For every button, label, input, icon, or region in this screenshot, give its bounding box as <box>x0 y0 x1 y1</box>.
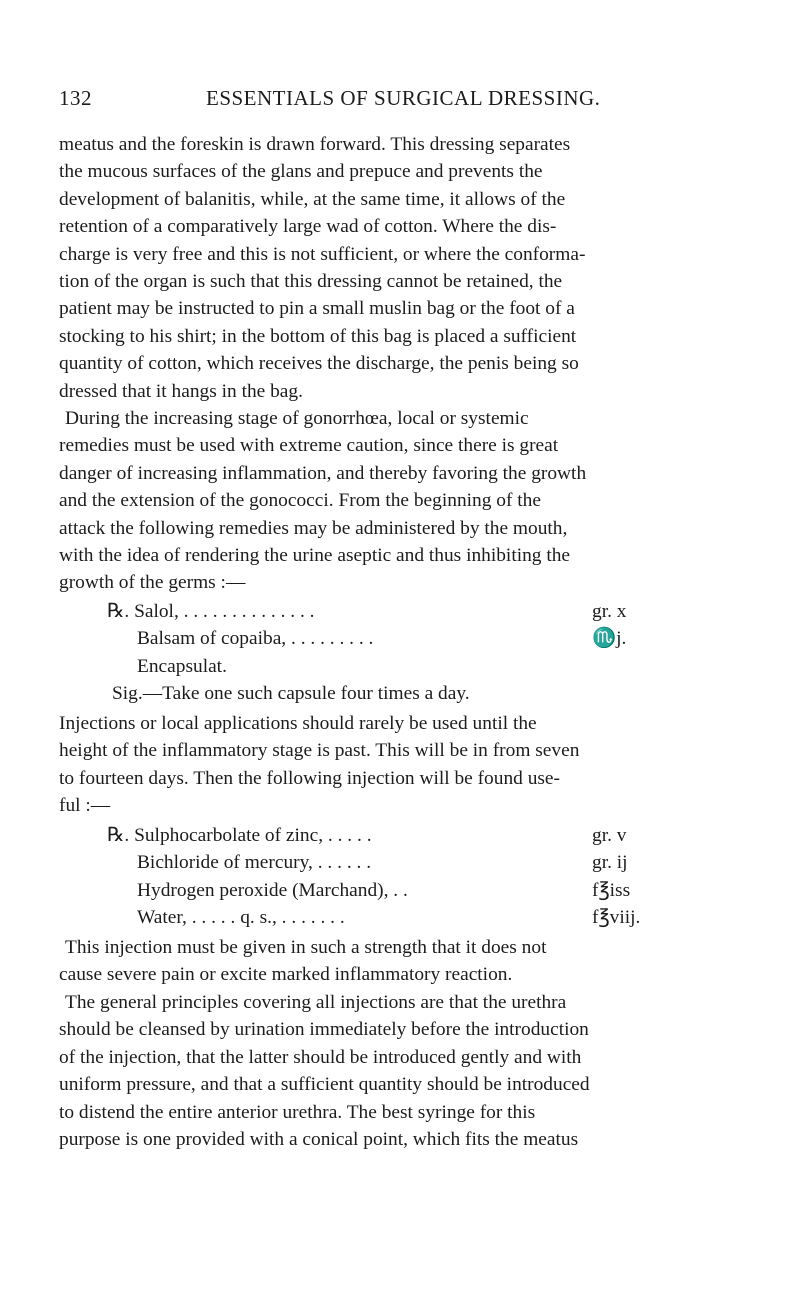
text-line: purpose is one provided with a conical point, which fits the meatus <box>59 1128 579 1150</box>
rx-dose: gr. x <box>592 601 627 622</box>
rx-signature: Sig.—Take one such capsule four times a day. <box>112 683 470 705</box>
text-line: This injection must be given in such a strength that it does not <box>65 937 547 958</box>
rx-row <box>107 904 727 931</box>
paragraph-dressing <box>59 131 740 405</box>
text-line: charge is very free and this is not sufficient, or where the conforma- <box>59 243 586 265</box>
text-line: uniform pressure, and that a sufficient quantity should be introduced <box>59 1074 590 1096</box>
rx-dose: gr. ij <box>592 852 628 874</box>
rx-row <box>107 877 727 904</box>
rx-row <box>107 625 727 652</box>
text-line: patient may be instructed to pin a small muslin bag or the foot of a <box>59 298 575 320</box>
rx-dose: f℥iss <box>592 879 631 901</box>
text-line: the mucous surfaces of the glans and prepuce and prevents the <box>59 161 543 183</box>
text-line: danger of increasing inflammation, and thereby favoring the growth <box>59 462 587 484</box>
text-line: During the increasing stage of gonorrhœa, local or systemic <box>65 408 529 429</box>
paragraph-general-principles <box>59 989 740 1153</box>
rx-ingredient: ℞. Sulphocarbolate of zinc, . . . . . <box>107 825 372 846</box>
paragraph-increasing-stage <box>59 405 740 597</box>
rx-row <box>107 653 727 680</box>
text-line: The general principles covering all injections are that the urethra <box>65 992 567 1013</box>
text-line: remedies must be used with extreme caution, since there is great <box>59 435 559 457</box>
rx-dose: f℥viij. <box>592 907 641 929</box>
text-line: retention of a comparatively large wad of cotton. Where the dis- <box>59 216 557 238</box>
text-line: tion of the organ is such that this dressing cannot be retained, the <box>59 270 563 292</box>
text-line: height of the inflammatory stage is past. This will be in from seven <box>59 740 580 762</box>
text-line: dressed that it hangs in the bag. <box>59 380 303 402</box>
page-header <box>59 86 740 114</box>
rx-ingredient: Balsam of copaiba, . . . . . . . . . <box>137 628 374 650</box>
text-line: quantity of cotton, which receives the discharge, the penis being so <box>59 353 579 375</box>
text-line: cause severe pain or excite marked inflammatory reaction. <box>59 964 513 986</box>
prescription-injection <box>107 822 727 932</box>
text-line: growth of the germs :— <box>59 572 246 594</box>
page-number: 132 <box>59 86 92 110</box>
text-line: with the idea of rendering the urine aseptic and thus inhibiting the <box>59 544 571 566</box>
text-line: of the injection, that the latter should be introduced gently and with <box>59 1046 582 1068</box>
rx-dose: gr. v <box>592 825 627 846</box>
text-line: stocking to his shirt; in the bottom of this bag is placed a sufficient <box>59 325 577 347</box>
rx-row <box>107 849 727 876</box>
text-line: ful :— <box>59 795 111 817</box>
text-line: development of balanitis, while, at the same time, it allows of the <box>59 188 566 210</box>
text-line: to distend the entire anterior urethra. The best syringe for this <box>59 1101 536 1123</box>
rx-row <box>107 598 727 625</box>
rx-ingredient: Water, . . . . . q. s., . . . . . . . <box>137 907 345 929</box>
rx-dose: ♏j. <box>592 628 627 650</box>
text-line: Injections or local applications should rarely be used until the <box>59 713 537 734</box>
rx-instruction: Encapsulat. <box>137 655 227 677</box>
text-line: to fourteen days. Then the following injection will be found use- <box>59 767 560 789</box>
text-line: attack the following remedies may be administered by the mouth, <box>59 517 568 539</box>
prescription-salol <box>107 598 727 708</box>
rx-ingredient: ℞. Salol, . . . . . . . . . . . . . . <box>107 601 315 622</box>
paragraph-strength <box>59 934 740 989</box>
running-title: ESSENTIALS OF SURGICAL DRESSING. <box>206 86 601 110</box>
text-line: should be cleansed by urination immediately before the introduction <box>59 1019 589 1041</box>
rx-ingredient: Hydrogen peroxide (Marchand), . . <box>137 879 408 901</box>
paragraph-injections <box>59 710 740 820</box>
rx-row <box>107 822 727 849</box>
rx-ingredient: Bichloride of mercury, . . . . . . <box>137 852 372 874</box>
text-line: meatus and the foreskin is drawn forward. This dressing separates <box>59 134 571 155</box>
rx-row <box>107 680 727 707</box>
text-line: and the extension of the gonococci. From the beginning of the <box>59 490 541 512</box>
